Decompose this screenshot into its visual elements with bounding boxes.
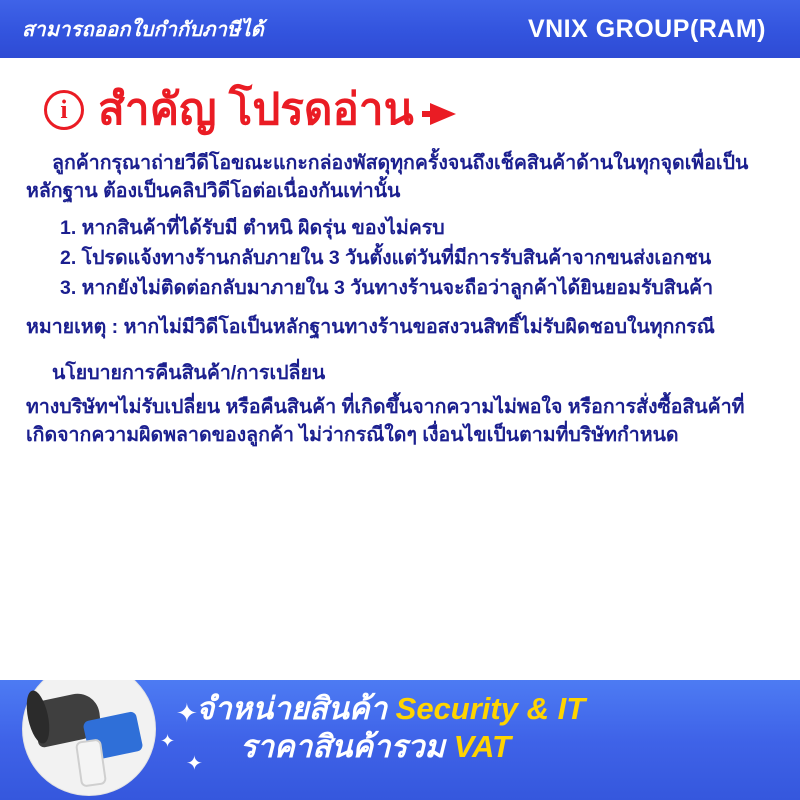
policy-content (0, 132, 800, 449)
return-policy-body: ทางบริษัทฯไม่รับเปลี่ยน หรือคืนสินค้า ที่เกิดขึ้นจากความไม่พอใจ หรือการสั่งซื้อสินค้าที่เกิดจากความผิดพลาดของลูกค้า ไม่ว่ากรณีใดๆ เงื่อนไขเป็นตามที่บริษัทกำหนด (26, 395, 745, 446)
megaphone-icon (8, 680, 198, 800)
note-text: หมายเหตุ : หากไม่มีวิดีโอเป็นหลักฐานทางร้านขอสงวนสิทธิ์ไม่รับผิดชอบในทุกกรณี (26, 316, 715, 339)
sparkle-icon: ✦ (160, 731, 176, 751)
main-content-area (0, 58, 800, 680)
intro-paragraph: ลูกค้ากรุณาถ่ายวีดีโอขณะแกะกล่องพัสดุทุกครั้งจนถึงเช็คสินค้าด้านในทุกจุดเพื่อเป็นหลักฐาน ต้องเป็นคลิปวิดีโอต่อเนื่องกันเท่านั้น (26, 152, 749, 202)
page-title: สำคัญ โปรดอ่าน (98, 85, 414, 134)
sparkle-icon: ✦ (186, 753, 203, 775)
arrow-right-icon (430, 103, 456, 125)
tagline-2-prefix: ราคาสินค้ารวม (240, 728, 454, 764)
bottom-tagline (196, 690, 796, 766)
heading-row (0, 58, 800, 132)
bottom-banner (0, 680, 800, 800)
list-item: 2. โปรดแจ้งทางร้านกลับภายใน 3 วันตั้งแต่วันที่มีการรับสินค้าจากขนส่งเอกชน (60, 247, 712, 270)
tagline-1-accent: Security & IT (395, 691, 586, 726)
tagline-line-1 (196, 690, 796, 728)
note-block (26, 314, 772, 342)
tagline-1-prefix: จำหน่ายสินค้า (196, 691, 396, 726)
list-item: 1. หากสินค้าที่ได้รับมี ตำหนิ ผิดรุ่น ของไม่ครบ (60, 217, 445, 240)
top-banner (0, 0, 800, 58)
sparkle-icon: ✦ (176, 698, 198, 728)
info-icon: i (44, 90, 84, 130)
list-item: 3. หากยังไม่ติดต่อกลับมาภายใน 3 วันทางร้านจะถือว่าลูกค้าได้ยินยอมรับสินค้า (60, 276, 714, 299)
conditions-list (26, 215, 772, 302)
tagline-2-accent: VAT (453, 728, 511, 764)
tax-invoice-note: สามารถออกใบกำกับภาษีได้ (22, 19, 264, 41)
tagline-line-2 (196, 728, 796, 766)
return-policy-title: นโยบายการคืนสินค้า/การเปลี่ยน (52, 362, 326, 385)
brand-name: VNIX GROUP(RAM) (527, 14, 766, 43)
